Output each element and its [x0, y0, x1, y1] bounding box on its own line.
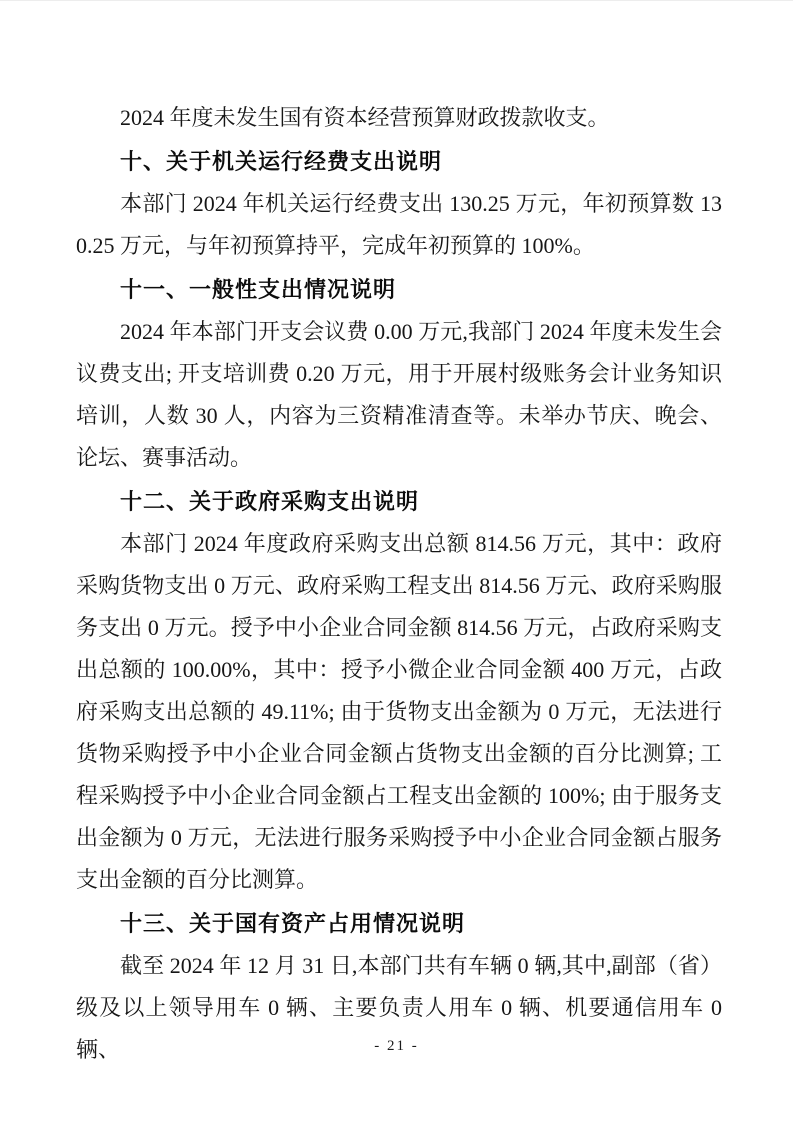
body-paragraph: 截至 2024 年 12 月 31 日,本部门共有车辆 0 辆,其中,副部（省）级及以上领导用车 0 辆、主要负责人用车 0 辆、机要通信用车 0 辆、 — [76, 953, 722, 1062]
section-heading-12: 十二、关于政府采购支出说明 — [120, 489, 420, 514]
section-heading-11: 十一、一般性支出情况说明 — [120, 277, 397, 302]
page-number: - 21 - — [374, 1038, 419, 1054]
body-paragraph: 本部门 2024 年机关运行经费支出 130.25 万元，年初预算数 130.25 万元，与年初预算持平，完成年初预算的 100%。 — [76, 191, 722, 258]
document-content — [76, 97, 722, 1071]
body-paragraph: 2024 年度未发生国有资本经营预算财政拨款收支。 — [120, 105, 610, 130]
body-paragraph: 本部门 2024 年度政府采购支出总额 814.56 万元，其中：政府采购货物支出 0 万元、政府采购工程支出 814.56 万元、政府采购服务支出 0 万元。授予中小企业合同金额 814.56 万元，占政府采购支出总额的 100.00%，其中：授予小微企业合同金额 400 万元，占政府采购支出总额的 49.11%; 由于货物支出金额为 0 万元，无法进行货物采购授予中小企业合同金额占货物支出金额的百分比测算; 工程采购授予中小企业合同金额占工程支出金额的 100%; 由于服务支出金额为 0 万元，无法进行服务采购授予中小企业合同金额占服务支出金额的百分比测算。 — [76, 531, 722, 892]
body-paragraph: 2024 年本部门开支会议费 0.00 万元,我部门 2024 年度未发生会议费支出; 开支培训费 0.20 万元，用于开展村级账务会计业务知识培训，人数 30 人，内容为三资精准清查等。未举办节庆、晚会、论坛、赛事活动。 — [76, 319, 722, 470]
section-heading-13: 十三、关于国有资产占用情况说明 — [120, 911, 466, 936]
section-heading-10: 十、关于机关运行经费支出说明 — [120, 149, 443, 174]
